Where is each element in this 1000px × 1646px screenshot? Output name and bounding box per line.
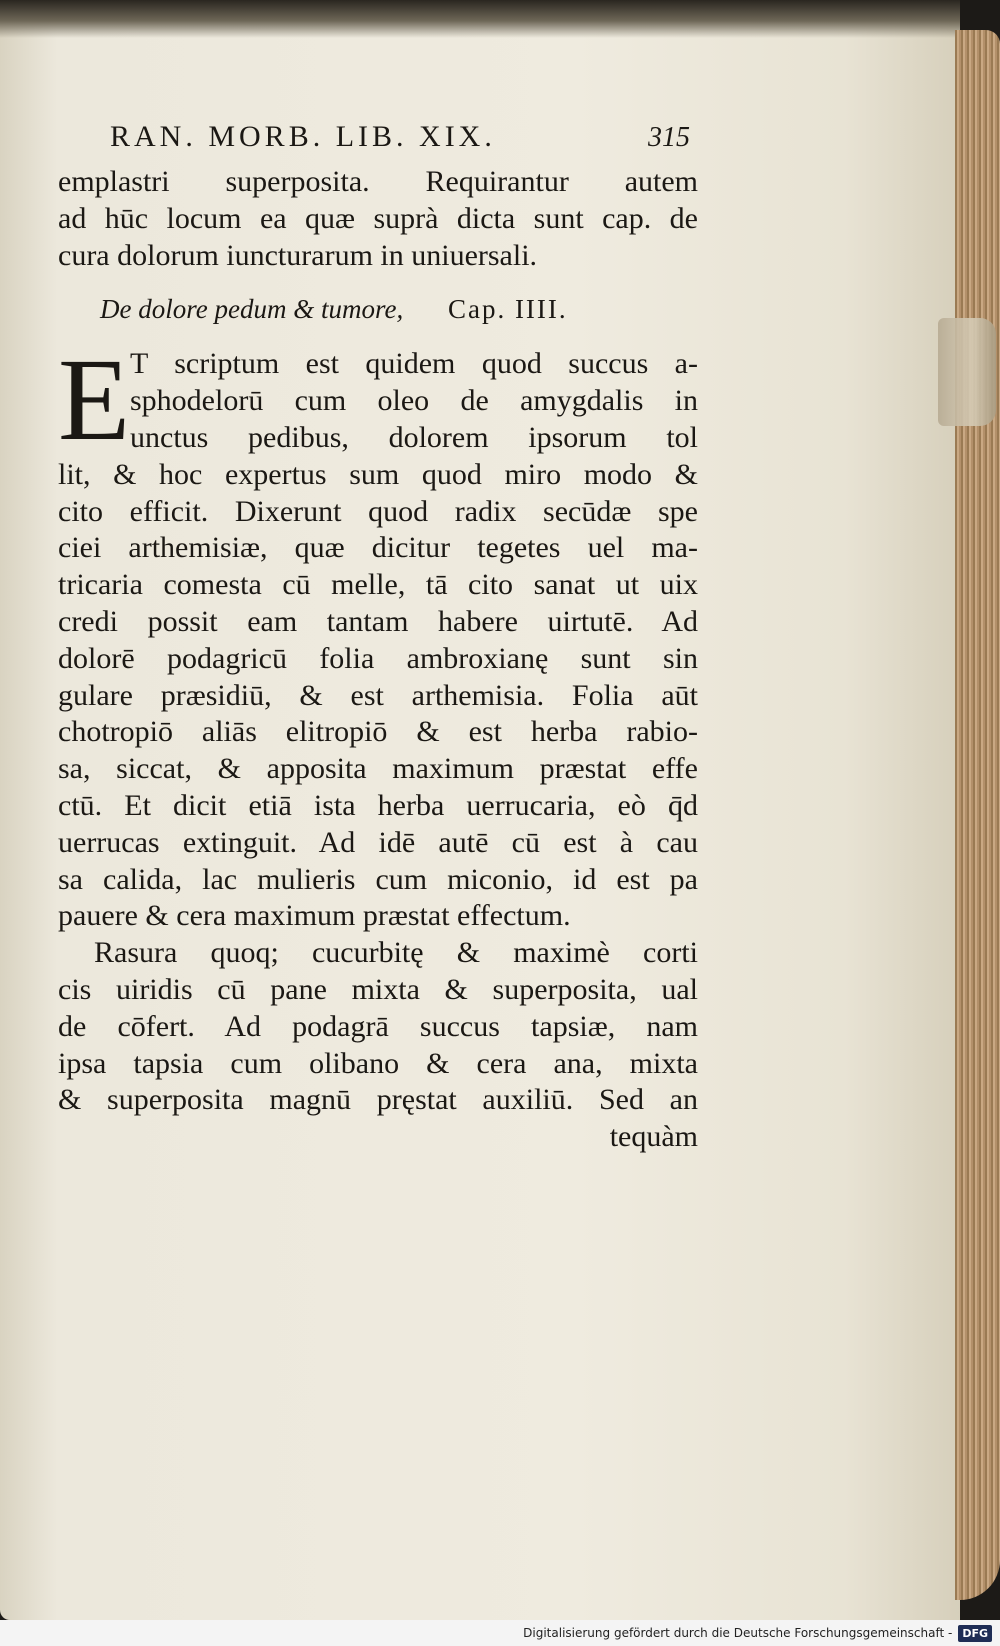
funding-credit: Digitalisierung gefördert durch die Deutsche Forschungsgemeinschaft - <box>523 1626 953 1640</box>
text-line: ciei arthemisiæ, quæ dicitur tegetes uel ma- <box>58 531 698 565</box>
text-line: tricaria comesta cū melle, tā cito sanat ut uix <box>58 568 698 602</box>
initial-paragraph <box>58 334 698 466</box>
text-line: de cōfert. Ad podagrā succus tapsiæ, nam <box>58 1009 698 1043</box>
text-line: T scriptum est quidem quod succus a- <box>130 347 698 381</box>
text-line: unctus pedibus, dolorem ipsorum tol <box>130 420 698 454</box>
text-line: Rasura quoq; cucurbitę & maximè corti <box>94 936 698 970</box>
text-line: gulare præsidiū, & est arthemisia. Folia aūt <box>58 678 698 712</box>
text-line: pauere & cera maximum præstat effectum. <box>58 899 571 933</box>
digitization-footer <box>0 1620 1000 1646</box>
dfg-logo: DFG <box>958 1625 992 1642</box>
text-line: uerrucas extinguit. Ad idē autē cū est à cau <box>58 825 698 859</box>
text-line: dolorē podagricū folia ambroxianę sunt sin <box>58 641 698 675</box>
text-line: credi possit eam tantam habere uirtutē. Ad <box>58 604 698 638</box>
text-line: sa, siccat, & apposita maximum præstat effe <box>58 752 698 786</box>
folio-number: 315 <box>648 122 690 153</box>
catchword: tequàm <box>609 1120 698 1154</box>
chapter-heading <box>100 294 698 338</box>
text-line: sa calida, lac mulieris cum miconio, id est pa <box>58 862 698 896</box>
chapter-title: De dolore pedum & tumore, <box>100 294 404 325</box>
text-line: cis uiridis cū pane mixta & superposita, ual <box>58 972 698 1006</box>
drop-cap: E <box>58 334 131 466</box>
running-header <box>110 120 690 164</box>
text-line: ad hūc locum ea quæ suprà dicta sunt cap. de <box>58 201 698 235</box>
body-paragraph <box>58 457 698 935</box>
text-line: chotropiō aliās elitropiō & est herba rabio- <box>58 715 698 749</box>
book-fore-edge <box>955 30 1000 1600</box>
running-title: RAN. MORB. LIB. XIX. <box>110 120 496 153</box>
page-top-shadow <box>0 0 960 38</box>
second-paragraph <box>58 935 698 1156</box>
page-tab-marker <box>938 318 996 426</box>
text-line: ipsa tapsia cum olibano & cera ana, mixta <box>58 1046 698 1080</box>
chapter-number: Cap. IIII. <box>447 294 568 325</box>
text-line: lit, & hoc expertus sum quod miro modo & <box>58 457 698 491</box>
text-line: cito efficit. Dixerunt quod radix secūdæ spe <box>58 494 698 528</box>
opening-lines <box>58 164 698 274</box>
text-line: & superposita magnū pręstat auxiliū. Sed an <box>58 1083 698 1117</box>
text-line: sphodelorū cum oleo de amygdalis in <box>130 384 698 418</box>
text-line: emplastri superposita. Requirantur autem <box>58 165 698 198</box>
text-line: ctū. Et dicit etiā ista herba uerrucaria, eò q̄d <box>58 788 698 822</box>
text-line: cura dolorum iuncturarum in uniuersali. <box>58 238 538 272</box>
text-block <box>58 120 698 1156</box>
